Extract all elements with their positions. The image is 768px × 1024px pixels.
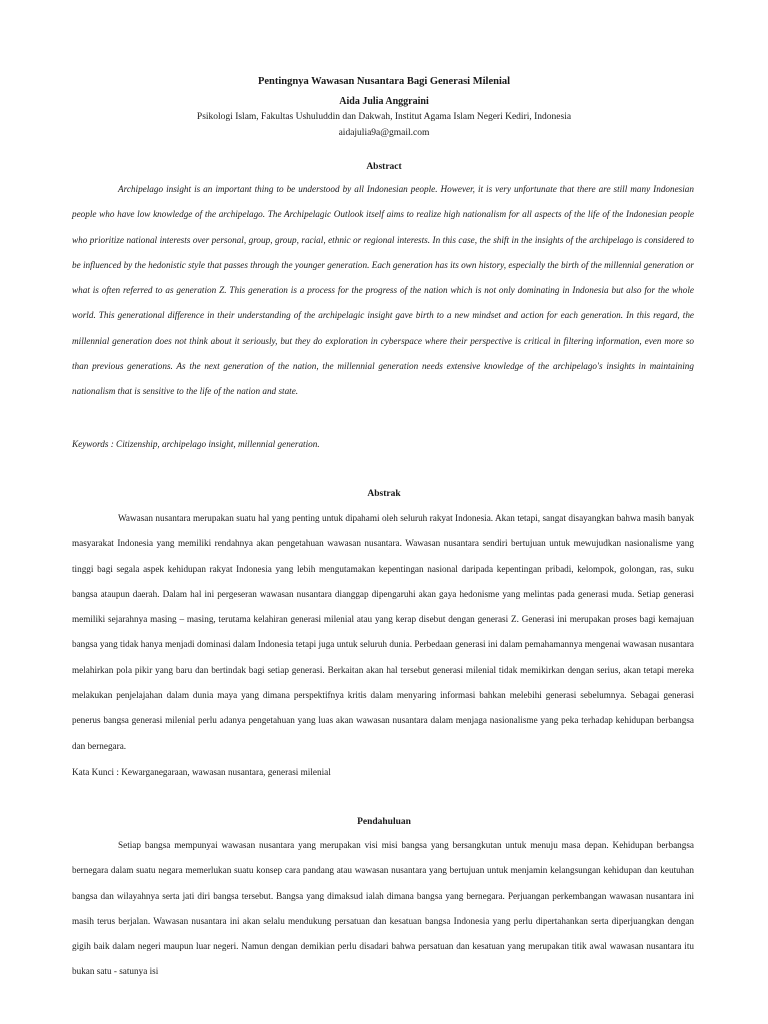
abstrak-keywords: Kata Kunci : Kewarganegaraan, wawasan nusantara, generasi milenial (72, 767, 331, 777)
pendahuluan-text: Setiap bangsa mempunyai wawasan nusantara yang merupakan visi misi bangsa yang bersangkutan untuk menuju masa depan. Kehidupan berbangsa bernegara dalam suatu negara memerlukan suatu konsep cara pandang atau wawasan nusantara yang bertujuan untuk menjamin kelangsungan kehidupan dan keutuhan bangsa dan wilayahnya serta jati diri bangsa tersebut. Bangsa yang dimaksud ialah dimana bangsa yang bernegara. Perjuangan perkembangan wawasan nusantara ini masih terus berjalan. Wawasan nusantara ini akan selalu mendukung persatuan dan kesatuan bangsa Indonesia yang perlu dipertahankan serta diperjuangkan dengan gigih baik dalam negeri maupun luar negeri. Namun dengan demikian perlu disadari bahwa persatuan dan kesatuan yang merupakan titik awal wawasan nusantara itu bukan satu - satunya isi (72, 840, 694, 977)
abstract-keywords: Keywords : Citizenship, archipelago insight, millennial generation. (72, 439, 320, 449)
paper-title: Pentingnya Wawasan Nusantara Bagi Generasi Milenial (257, 76, 511, 87)
paper-email: aidajulia9a@gmail.com (338, 128, 430, 138)
abstrak-heading: Abstrak (367, 489, 401, 499)
pendahuluan-heading: Pendahuluan (357, 817, 411, 827)
abstract-text: Archipelago insight is an important thing to be understood by all Indonesian people. However, it is very unfortunate that there are still many Indonesian people who have low knowledge of the archipelago. The Archipelagic Outlook itself aims to realize high nationalism for all aspects of the life of the Indonesian people who prioritize national interests over personal, group, group, racial, ethnic or regional interests. In this case, the shift in the insights of the archipelago is considered to be influenced by the hedonistic style that passes through the younger generation. Each generation has its own history, especially the birth of the millennial generation or what is often referred to as generation Z. This generation is a process for the progress of the nation which is not only dominating in Indonesia but also for the whole world. This generational difference in their understanding of the archipelagic insight gave birth to a new mindset and action for each generation. In this regard, the millennial generation does not think about it seriously, but they do exploration in cyberspace where their perspective is critical in filtering information, even more so than previous generations. As the next generation of the nation, the millennial generation needs extensive knowledge of the archipelago's insights in maintaining nationalism that is sensitive to the life of the nation and state. (72, 184, 694, 397)
paper-author: Aida Julia Anggraini (339, 96, 429, 107)
abstract-heading: Abstract (366, 162, 402, 172)
paper-affiliation: Psikologi Islam, Fakultas Ushuluddin dan Dakwah, Institut Agama Islam Negeri Kediri, Indonesia (196, 112, 572, 122)
abstrak-text: Wawasan nusantara merupakan suatu hal yang penting untuk dipahami oleh seluruh rakyat Indonesia. Akan tetapi, sangat disayangkan bahwa masih banyak masyarakat Indonesia yang memiliki rendahnya akan pengetahuan wawasan nusantara. Wawasan nusantara sendiri bertujuan untuk mewujudkan nasionalisme yang tinggi bagi segala aspek kehidupan rakyat Indonesia yang lebih mengutamakan kepentingan nasional daripada kepentingan pribadi, kelompok, golongan, ras, suku bangsa ataupun daerah. Dalam hal ini pergeseran wawasan nusantara dianggap dipengaruhi akan gaya hedonisme yang melintas pada generasi muda. Setiap generasi memiliki sejarahnya masing – masing, terutama kelahiran generasi milenial atau yang kerap disebut dengan generasi Z. Generasi ini merupakan proses bagi kemajuan bangsa yang tidak hanya menjadi dominasi dalam Indonesia tetapi juga untuk seluruh dunia. Perbedaan generasi ini dalam pemahamannya mengenai wawasan nusantara melahirkan pola pikir yang baru dan bertindak bagi setiap generasi. Berkaitan akan hal tersebut generasi milenial tidak memikirkan dengan serius, akan tetapi mereka melakukan penjelajahan dalam dunia maya yang dimana perspektifnya kritis dalam menyaring informasi bahkan melebihi generasi sebelumnya. Sebagai generasi penerus bangsa generasi milenial perlu adanya pengetahuan yang luas akan wawasan nusantara dalam menjaga nasionalisme yang peka terhadap kehidupan berbangsa dan bernegara. (72, 513, 694, 751)
